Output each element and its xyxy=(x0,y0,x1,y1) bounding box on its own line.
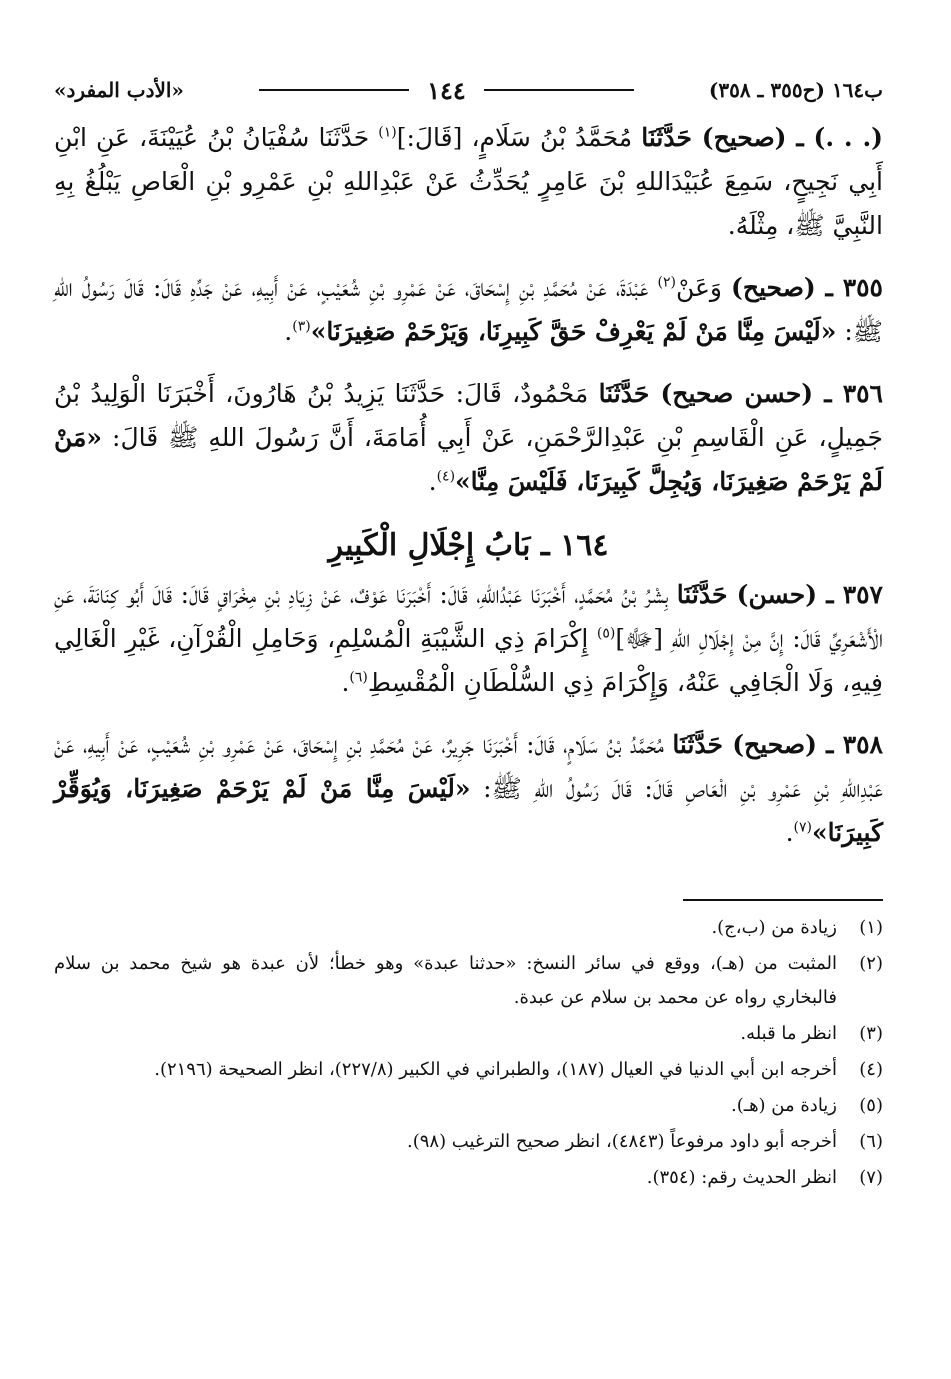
footnote-ref: (٢) xyxy=(657,274,676,291)
header-rule-left xyxy=(259,89,409,91)
running-header xyxy=(54,72,883,108)
footnote-ref: (٥) xyxy=(596,625,616,642)
header-center xyxy=(259,76,634,105)
footnote-text: المثبت من (هـ)، ووقع في سائر النسخ: «حدثنا عبدة» وهو خطأ؛ لأن عبدة هو شيخ محمد بن سلام فالبخاري رواه عن محمد بن سلام عن عبدة. xyxy=(54,953,837,1008)
hadith-end: . xyxy=(284,317,293,346)
footnote-number: (٥) xyxy=(859,1095,883,1116)
footnote xyxy=(54,1089,883,1123)
hadith-label: ٣٥٥ ـ (صحيح) xyxy=(731,273,883,302)
hadith-text: إِكْرَامَ ذِي الشَّيْبَةِ الْمُسْلِمِ، وَحَامِلِ الْقُرْآنِ، غَيْرِ الْغَالِي فِيهِ، وَلَا الْجَافِي عَنْهُ، وَإِكْرَامَ ذِي السُّلْطَانِ الْمُقْسِطِ xyxy=(54,624,883,697)
hadith-label: ٣٥٧ ـ (حسن) حَدَّثَنَا xyxy=(676,580,883,609)
hadith-356 xyxy=(54,372,883,504)
footnote xyxy=(54,911,883,945)
footnote-number: (٣) xyxy=(859,1023,883,1044)
footnote-number: (٤) xyxy=(859,1059,883,1080)
hadith-text: حَدَّثَنَا سُفْيَانُ بْنُ عُيَيْنَةَ، عَنِ ابْنِ أَبِي نَجِيحٍ، سَمِعَ عُبَيْدَاللهِ بْنَ عَامِرٍ يُحَدِّثُ عَنْ عَبْدِاللهِ بْنِ عَمْرِو بْنِ الْعَاصِ يَبْلُغُ بِهِ النَّبِيَّ ﷺ، مِثْلَهُ. xyxy=(54,123,883,240)
footnote-ref: (٣) xyxy=(292,318,311,335)
footnote xyxy=(54,1125,883,1159)
footnote-separator xyxy=(683,899,883,901)
hadith-355 xyxy=(54,266,883,354)
footnote xyxy=(54,947,883,1015)
footnote xyxy=(54,1161,883,1195)
footnotes xyxy=(54,911,883,1195)
hadith-label: ٣٥٨ ـ (صحيح) حَدَّثَنَا xyxy=(672,730,883,759)
footnote-number: (٧) xyxy=(859,1167,883,1188)
footnote xyxy=(54,1053,883,1087)
footnote-text: زيادة من (ب،ج). xyxy=(711,917,837,938)
footnote-ref: (١) xyxy=(378,124,397,141)
footnote-number: (١) xyxy=(859,917,883,938)
page-number: ١٤٤ xyxy=(427,75,466,105)
footnote-ref: (٧) xyxy=(793,819,813,836)
hadith-text: عَبْدَةَ، عَنْ مُحَمَّدِ بْنِ إِسْحَاقَ، عَنْ عَمْرِو بْنِ شُعَيْبٍ، عَنْ أَبِيهِ، عَنْ جَدِّهِ قَالَ: قَالَ رَسُولُ اللهِ ﷺ: xyxy=(54,273,883,346)
hadith-quote: «لَيْسَ مِنَّا مَنْ لَمْ يَرْحَمْ صَغِيرَنَا، وَيُوَقِّرْ كَبِيرَنَا» xyxy=(54,774,883,847)
hadith-end: . xyxy=(785,818,794,847)
footnote-ref: (٦) xyxy=(349,669,368,686)
hadith-quote: «لَيْسَ مِنَّا مَنْ لَمْ يَعْرِفْ حَقَّ كَبِيرِنَا، وَيَرْحَمْ صَغِيرَنَا» xyxy=(310,317,837,346)
footnote-text: انظر ما قبله. xyxy=(740,1023,837,1044)
header-section-ref: ب١٦٤ (ح٣٥٥ ـ ٣٥٨) xyxy=(708,78,883,102)
hadith-quote: «مَنْ لَمْ يَرْحَمْ صَغِيرَنَا، وَيُجِلَّ كَبِيرَنَا، فَلَيْسَ مِنَّا» xyxy=(54,423,883,496)
header-book-title: «الأدب المفرد» xyxy=(54,78,184,102)
footnote-number: (٢) xyxy=(859,953,883,974)
footnote-text: أخرجه أبو داود مرفوعاً (٤٨٤٣)، انظر صحيح الترغيب (٩٨). xyxy=(406,1131,837,1152)
hadith-label: ٣٥٦ ـ (حسن صحيح) حَدَّثَنَا xyxy=(598,379,883,408)
footnote-text: انظر الحديث رقم: (٣٥٤). xyxy=(646,1167,837,1188)
hadith-continuation xyxy=(54,116,883,248)
hadith-text: بِشْرُ بْنُ مُحَمَّدٍ، أَخْبَرَنَا عَبْدُاللهِ، قَالَ: أَخْبَرَنَا عَوْفٌ، عَنْ زِيَادِ بْنِ مِخْرَاقٍ قَالَ: قَالَ أَبُو كِنَانَةَ، عَنِ الْأَشْعَرِيِّ قَالَ: إِنَّ مِنْ إِجْلَالِ اللهِ [ﷻ] xyxy=(54,580,884,653)
hadith-357 xyxy=(54,573,883,705)
footnote-number: (٦) xyxy=(859,1131,883,1152)
footnote xyxy=(54,1017,883,1051)
hadith-358 xyxy=(54,723,883,855)
hadith-end: . xyxy=(341,668,350,697)
hadith-text: مُحَمَّدُ بْنُ سَلَامٍ، [قَالَ:] xyxy=(396,123,642,152)
hadith-text: مُحَمَّدُ بْنُ سَلَامٍ، قَالَ: أَخْبَرَنَا جَرِيرٌ، عَنْ مُحَمَّدِ بْنِ إِسْحَاقَ، عَنْ عَمْرِو بْنِ شُعَيْبٍ، عَنْ أَبِيهِ، عَنْ عَبْدِاللهِ بْنِ عَمْرِو بْنِ الْعَاصِ قَالَ: قَالَ رَسُولُ اللهِ ﷺ: xyxy=(54,730,884,803)
hadith-text: مَحْمُودٌ، قَالَ: حَدَّثَنَا يَزِيدُ بْنُ هَارُونَ، أَخْبَرَنَا الْوَلِيدُ بْنُ جَمِيلٍ، عَنِ الْقَاسِمِ بْنِ عَبْدِالرَّحْمَنِ، عَنْ أَبِي أُمَامَةَ، أَنَّ رَسُولَ اللهِ ﷺ قَالَ: xyxy=(54,379,883,452)
hadith-label: (. . .) ـ (صحيح) حَدَّثَنَا xyxy=(641,123,883,152)
hadith-end: . xyxy=(428,467,437,496)
chapter-title: ١٦٤ ـ بَابُ إِجْلَالِ الْكَبِيرِ xyxy=(328,528,609,563)
footnote-text: أخرجه ابن أبي الدنيا في العيال (١٨٧)، والطبراني في الكبير (٢٢٧/٨)، انظر الصحيحة (٢١٩٦). xyxy=(154,1059,837,1080)
header-rule-right xyxy=(484,89,634,91)
footnote-text: زيادة من (هـ). xyxy=(731,1095,837,1116)
hadith-text: وَعَنْ xyxy=(675,273,732,302)
footnote-ref: (٤) xyxy=(436,468,456,485)
